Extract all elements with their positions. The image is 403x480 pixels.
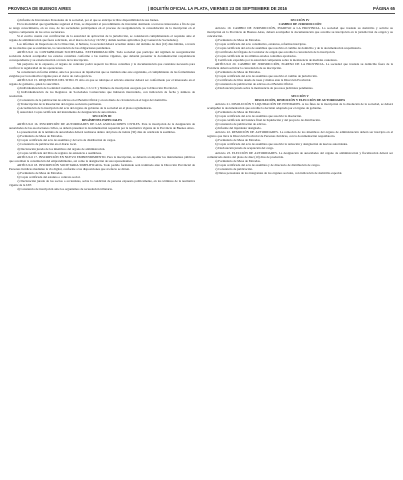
paragraph: c) Constancia de publicación en el diario local. (17, 142, 77, 147)
paragraph: b) Copia certificada del acta de asamblea que resolvió la disolución. (215, 114, 302, 119)
header-page-number: PÁGINA 65 (373, 6, 395, 11)
paragraph: Artículo 22. REMOCIÓN DE AUTORIDADES. La remoción de los miembros del órgano de administración deberá ser inscripta en el registro que lleva la Dirección Provincial de Personas Jurídicas, con la documentación respaldatoria. (207, 130, 393, 139)
paragraph: ARTÍCULO 16. INSCRIPCIÓN DE AUTORIDADES DE LAS ASOCIACIONES CIVILES. Para la inscripción de la designación de autoridades de las asociaciones civiles, se deberá presentar la documentación requerida por la normativa vigente de la Provincia de Buenos Aires. (9, 122, 195, 131)
paragraph: Los informes de Inspectores de la Dirección, si hubiere, la sociedad deberá acreditar dentro del término de diez (10) días hábiles, a través de los medios que se establezcan, la cancelación de las obligaciones pendientes. (9, 42, 195, 51)
paragraph: b) Copia certificada del acta de asamblea que resolvió el cambio de jurisdicción. (215, 74, 318, 79)
paragraph: a) Formulario de Mesa de Entradas. (215, 38, 261, 43)
paragraph: Artículo 21. DISOLUCIÓN Y LIQUIDACIÓN DE ENTIDADES. A los fines de la inscripción de la disolución de la sociedad, se deberá acompañar la documentación que acredite la decisión adoptada por el órgano de gobierno. (207, 102, 393, 111)
paragraph: c) Declaración jurada de los socios o accionistas, sobre la condición de persona expuesta políticamente, en los términos de la normativa vigente de la UIF. (9, 178, 195, 187)
paragraph: La presentación de la nómina de autoridades deberá realizarse dentro del plazo de treinta (30) días de celebrada la asamblea. (17, 130, 176, 135)
paragraph: c) Constancia de la publicación de edictos en el Boletín Oficial y en un diario de circulación en el lugar del domicilio. (17, 98, 168, 103)
paragraph: b) Individualización de los Registros de Sociedades Comerciales que hubieran intervenido, con indicación de fecha y número de resolución. (9, 90, 195, 99)
paragraph: b) Copia certificada del estatuto o contrato social. (17, 174, 81, 179)
page-header (8, 4, 395, 13)
paragraph: b) Copia certificada del acta de asamblea que resolvió la remoción y designación de nuevas autoridades. (215, 142, 348, 147)
paragraph: ARTÍCULO 20. CAMBIO DE JURISDICCIÓN, EGRESO DE LA PROVINCIA. La sociedad que traslade su domicilio fuera de la Provincia deberá solicitar la cancelación de su inscripción. (207, 62, 393, 71)
paragraph: a) Informe de Inversiones Personales de la sociedad, por el que se anticipa la libre disponibilidad de sus bienes. (17, 18, 159, 22)
paragraph: d) Certificado del Órgano de Contralor de origen que acredite la cancelación de la inscripción. (215, 50, 336, 55)
paragraph: e) Informe del liquidador designado. (215, 126, 262, 131)
paragraph: Artículo 19. CAMBIO DE JURISDICCIÓN, INGRESO A LA PROVINCIA. La sociedad que traslade su domicilio y solicite su inscripción en la Provincia de Buenos Aires, deberá acompañar la documentación que acredite su inscripción en la jurisdicción de origen y su cancelación. (207, 26, 393, 39)
paragraph: Si el escrito cuenta con certificación de la autoridad de aplicación de la jurisdicción, se considerará cumplimentado el requisito ante el órgano de administración que fuera solicitado, en el marco de la ley 19.550 y demás normas aplicables (Ley General de Sociedades). (9, 34, 195, 43)
paragraph: En la modalidad que igualmente regulará el Ente, se dispondrá el procedimiento de inversión destinado a terceros interesados a fin de que se tenga conocimiento, en su caso, de las sociedades participantes en el proceso de reorganización, la consolidación de la inscripción en el registro competente de los actos societarios. (9, 22, 195, 35)
paragraph: c) Copia certificada del acta de asamblea que resolvió el cambio de domicilio y de la documentación respaldatoria. (215, 46, 362, 51)
left-column (9, 18, 195, 191)
section-heading: SECCIÓN V (291, 94, 309, 99)
section-heading: CAMBIO DE JURISDICCIÓN (278, 22, 322, 27)
paragraph: f) Autoridad. Copia certificada del instrumento de designación de autoridades. (17, 110, 117, 115)
paragraph: ARTÍCULO 17. INSCRIPCIÓN EN NUEVO EMPRENDIMIENTO. Para la inscripción, se deberán acompañar los instrumentos públicos que acrediten la constitución del emprendimiento, así como la designación de sus representantes. (9, 154, 195, 163)
paragraph: e) Copia certificada del libro de registro de asistencia a asambleas. (17, 150, 102, 155)
paragraph: ARTÍCULO 18. INSCRIPCIÓN SOCIETARIA SIMPLIFICADA. Todo pedido formulado será tramitado ante la Dirección Provincial de Personas Jurídicas mediante la vía digital, conforme a las disposiciones que al efecto se dicten. (9, 162, 195, 171)
header-province: PROVINCIA DE BUENOS AIRES (8, 6, 71, 11)
paragraph: a) Formulario de Mesa de Entradas. (215, 138, 261, 143)
paragraph: a) Formulario de Mesa de Entradas. (215, 158, 261, 163)
paragraph: d) Declaración jurada de los miembros del órgano de administración. (17, 146, 106, 151)
section-heading: SECCIÓN IV (290, 18, 310, 22)
header-rule (8, 13, 395, 14)
paragraph: c) Constancia de publicación. (215, 166, 253, 171)
paragraph: b) Copia certificada del acta de asamblea y de directorio de distribución de cargos. (215, 162, 321, 167)
paragraph: d) Datos personales de los integrantes de los órganos sociales, con indicación de domicilio especial. (215, 170, 343, 175)
paragraph: d) Transcripción de la Resolución del órgano societario pertinente. (17, 102, 102, 107)
paragraph: c) Copia certificada del balance final de liquidación y del proyecto de distribución. (215, 118, 321, 123)
paragraph: d) Constancia de publicación de edictos. (215, 122, 267, 127)
header-bulletin: | BOLETÍN OFICIAL LA PLATA, VIERNES 23 DE SEPTIEMBRE DE 2016 (148, 6, 287, 11)
paragraph: e) Copia certificada de los últimos estados contables aprobados. (215, 54, 297, 59)
paragraph: a) Formulario de Mesa de Entradas. (215, 70, 261, 75)
paragraph: b) Copia certificada del acta de asamblea y del acta de distribución de cargos. (17, 138, 116, 143)
section-heading: SECCIÓN III (92, 114, 112, 119)
paragraph: a) Formulario de Mesa de Entradas. (215, 110, 261, 115)
paragraph: ARTÍCULO 15. REQUISITOS DEL SITIO. El sitio en que se rubrique el artículo anterior deberá ser conformado por el interesado en el órgano de gobierno, quien lo suscribirá. (9, 78, 195, 87)
paragraph: e) Acreditación de la inscripción del acta del órgano de gobierno de la sociedad en el plazo reglamentario. (17, 106, 152, 111)
right-column (207, 18, 393, 175)
section-heading: REGÍMENES ESPECIALES (81, 118, 123, 123)
paragraph: Sin perjuicio de lo expuesto, el órgano de contralor podrá requerir los libros contables y la documentación que considere necesaria para verificar la regularidad de las operaciones. (9, 62, 195, 71)
paragraph: Se considerará en forma similar, ante los procesos de liquidación que se tramiten ante este organismo, el cumplimiento de las formalidades exigidas por la normativa vigente para el cierre de cada ejercicio. (9, 70, 195, 79)
paragraph: e) Declaración jurada sobre la inexistencia de procesos judiciales pendientes. (215, 86, 314, 91)
paragraph: b) Copia certificada del acto constitutivo, estatutos, reformas inscriptas. (215, 42, 307, 47)
paragraph: d) Constancia de inscripción ante los organismos de recaudación tributaria. (17, 186, 113, 191)
paragraph: c) Declaración jurada de aceptación del cargo. (215, 146, 274, 151)
paragraph: f) Certificado expedido por la autoridad competente sobre la inexistencia de medidas cautelares. (215, 58, 338, 63)
paragraph: Artículo 23. ELECCIÓN DE AUTORIDADES. La designación de autoridades del órgano de administración y fiscalización deberá ser comunicada dentro del plazo de diez (10) días de producida. (207, 150, 393, 159)
paragraph: a) Individualización de la entidad: nombre, domicilio, C.U.I.T. y Número de inscripción otorgado por la Dirección Provincial. (17, 86, 178, 91)
paragraph: c) Certificado de libre deuda de tasas y multas ante la Dirección Provincial. (215, 78, 312, 83)
paragraph: ARTÍCULO 14. CONTABILIDAD SOCIETARIA. EXTERIORIZACIÓN. Toda sociedad que participe del régimen de reorganización societaria deberá acompañar los estados contables conforme a las normas vigentes, que deberán presentar la documentación respaldatoria correspondiente y su exteriorización a través de la inscripción. (9, 50, 195, 63)
paragraph: a) Formulario de Mesa de Entradas. (17, 134, 63, 139)
paragraph: a) Formulario de Mesa de Entradas. (17, 170, 63, 175)
paragraph: d) Constancia de publicación de edictos en el Boletín Oficial. (215, 82, 294, 87)
section-heading: DISOLUCIÓN, REMOCIÓN Y ELECCIÓN DE AUTORIDADES (254, 98, 346, 103)
